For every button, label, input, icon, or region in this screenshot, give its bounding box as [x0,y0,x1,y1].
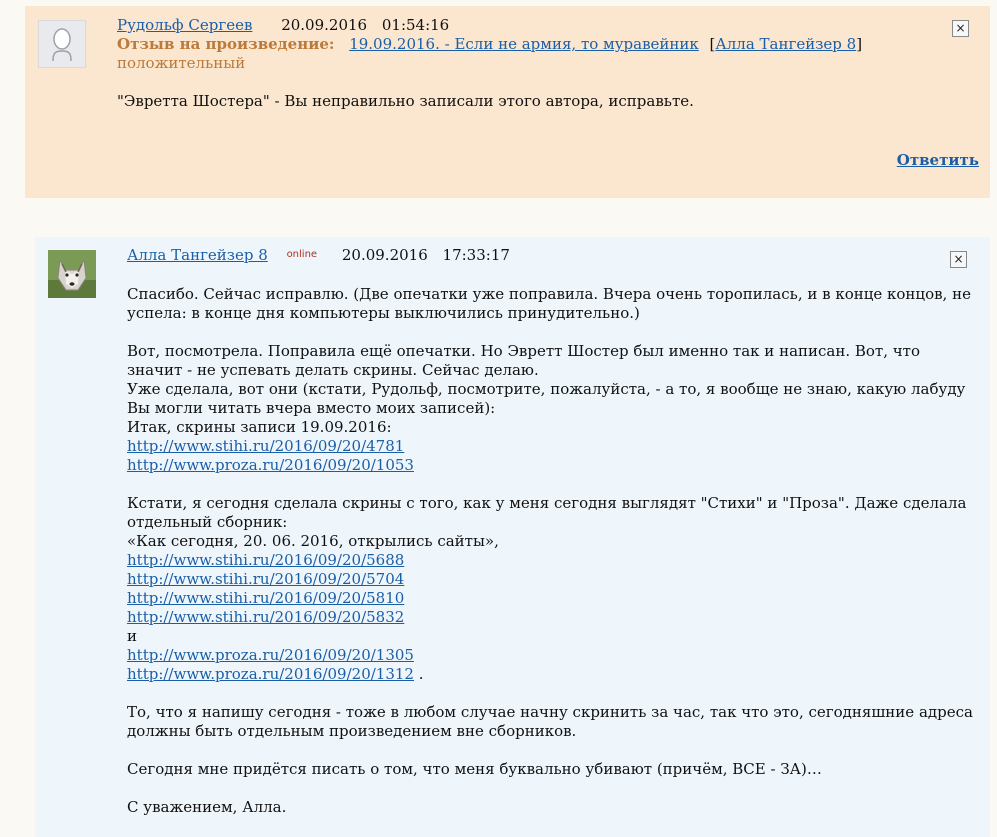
screenshot-link[interactable]: http://www.stihi.ru/2016/09/20/5704 [127,570,405,588]
text-line: и [127,627,137,645]
screenshot-link[interactable]: http://www.proza.ru/2016/09/20/1305 [127,646,414,664]
comment-time: 17:33:17 [442,246,510,264]
review-label: Отзыв на произведение: [117,35,335,53]
comment-card-1 [25,6,990,198]
author-link[interactable]: Алла Тангейзер 8 [127,246,268,264]
paragraph: С уважением, Алла. [127,798,287,816]
paragraph: Сегодня мне придётся писать о том, что меня буквально убивают (причём, ВСЕ - ЗА)… [127,760,822,778]
close-icon[interactable]: × [952,20,969,37]
close-icon[interactable]: × [950,251,967,268]
text-line: Кстати, я сегодня сделала скрины с того, как у меня сегодня выглядят "Стихи" и "Проза". Даже сделала отдельный сборник: [127,494,967,531]
wolf-photo-icon [48,250,96,298]
wolf-avatar[interactable] [48,250,96,298]
bracket-open: [ [709,35,716,53]
reply-link[interactable]: Ответить [896,151,979,169]
default-avatar[interactable] [38,20,86,68]
text-line: Вот, посмотрела. Поправила ещё опечатки. Но Эвретт Шостер был именно так и написан. Вот, что значит - не успевать делать скрины. Сейчас делаю. [127,342,921,379]
text-line: «Как сегодня, 20. 06. 2016, открылись сайты», [127,532,499,550]
text-line: Уже сделала, вот они (кстати, Рудольф, посмотрите, пожалуйста, - а то, я вообще не знаю, какую лабуду Вы могли читать вчера вместо моих записей): [127,380,966,417]
work-link[interactable]: 19.09.2016. - Если не армия, то муравейник [349,35,699,53]
bracket-close: ] [856,35,863,53]
author-link[interactable]: Рудольф Сергеев [117,16,253,34]
paragraph [127,494,977,684]
screenshot-link[interactable]: http://www.proza.ru/2016/09/20/1312 [127,665,414,683]
screenshot-link[interactable]: http://www.stihi.ru/2016/09/20/5810 [127,589,405,607]
comment-time: 01:54:16 [381,16,450,34]
review-sentiment: положительный [117,54,246,72]
user-silhouette-icon [39,21,85,67]
screenshot-link[interactable]: http://www.stihi.ru/2016/09/20/4781 [127,437,405,455]
link-line [127,665,977,684]
comment-card-2 [35,237,990,837]
online-status-badge: online [286,249,318,260]
comment-body [127,285,977,836]
paragraph: То, что я напишу сегодня - тоже в любом случае начну скринить за час, так что это, сегодняшние адреса должны быть отдельным произведением вне сборников. [127,703,973,740]
comment-header [127,246,510,267]
text-line: Итак, скрины записи 19.09.2016: [127,418,392,436]
work-author-link[interactable]: Алла Тангейзер 8 [715,35,857,53]
comment-message: "Эвретта Шостера" - Вы неправильно записали этого автора, исправьте. [117,92,694,110]
paragraph: Спасибо. Сейчас исправлю. (Две опечатки уже поправила. Вчера очень торопилась, и в конце концов, не успела: в конце дня компьютеры выключились принудительно.) [127,285,971,322]
link-suffix: . [413,665,424,683]
comment-header [117,16,862,73]
paragraph [127,342,977,475]
comment-date: 20.09.2016 [281,16,368,34]
screenshot-link[interactable]: http://www.proza.ru/2016/09/20/1053 [127,456,414,474]
comment-date: 20.09.2016 [341,246,428,264]
screenshot-link[interactable]: http://www.stihi.ru/2016/09/20/5832 [127,608,405,626]
screenshot-link[interactable]: http://www.stihi.ru/2016/09/20/5688 [127,551,405,569]
